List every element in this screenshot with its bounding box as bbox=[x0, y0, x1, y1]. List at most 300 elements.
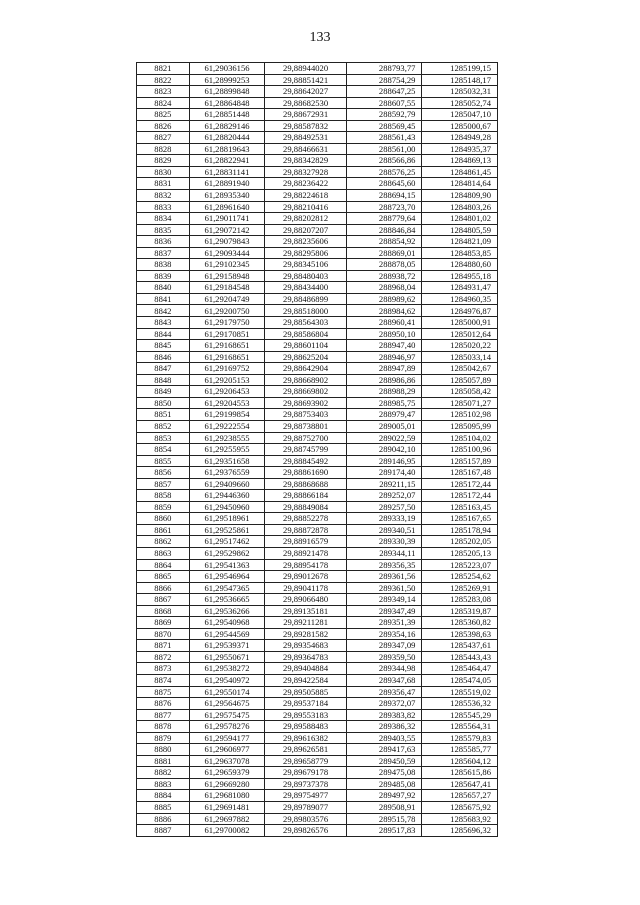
point-number-cell: 8848 bbox=[137, 374, 190, 386]
latitude-cell: 61,29536266 bbox=[189, 605, 265, 617]
x-coordinate-cell: 289349,14 bbox=[346, 594, 422, 606]
longitude-cell: 29,88852278 bbox=[265, 513, 347, 525]
longitude-cell: 29,89211281 bbox=[265, 617, 347, 629]
table-row bbox=[137, 409, 498, 421]
point-number-cell: 8882 bbox=[137, 767, 190, 779]
table-row bbox=[137, 259, 498, 271]
point-number-cell: 8849 bbox=[137, 386, 190, 398]
longitude-cell: 29,88295806 bbox=[265, 247, 347, 259]
longitude-cell: 29,88745799 bbox=[265, 444, 347, 456]
longitude-cell: 29,88236422 bbox=[265, 178, 347, 190]
x-coordinate-cell: 289174,40 bbox=[346, 467, 422, 479]
x-coordinate-cell: 288647,25 bbox=[346, 86, 422, 98]
longitude-cell: 29,88586804 bbox=[265, 328, 347, 340]
y-coordinate-cell: 1285579,83 bbox=[422, 732, 498, 744]
y-coordinate-cell: 1284869,13 bbox=[422, 155, 498, 167]
y-coordinate-cell: 1284801,02 bbox=[422, 213, 498, 225]
y-coordinate-cell: 1285178,94 bbox=[422, 524, 498, 536]
point-number-cell: 8878 bbox=[137, 721, 190, 733]
y-coordinate-cell: 1285163,45 bbox=[422, 501, 498, 513]
longitude-cell: 29,88669802 bbox=[265, 386, 347, 398]
table-row bbox=[137, 374, 498, 386]
y-coordinate-cell: 1284814,64 bbox=[422, 178, 498, 190]
longitude-cell: 29,88210416 bbox=[265, 201, 347, 213]
y-coordinate-cell: 1285647,41 bbox=[422, 778, 498, 790]
y-coordinate-cell: 1285100,96 bbox=[422, 444, 498, 456]
longitude-cell: 29,88642027 bbox=[265, 86, 347, 98]
latitude-cell: 61,29169752 bbox=[189, 363, 265, 375]
x-coordinate-cell: 288946,97 bbox=[346, 351, 422, 363]
table-row bbox=[137, 721, 498, 733]
point-number-cell: 8841 bbox=[137, 293, 190, 305]
table-row bbox=[137, 247, 498, 259]
longitude-cell: 29,89803576 bbox=[265, 813, 347, 825]
point-number-cell: 8829 bbox=[137, 155, 190, 167]
longitude-cell: 29,89616382 bbox=[265, 732, 347, 744]
latitude-cell: 61,29200750 bbox=[189, 305, 265, 317]
latitude-cell: 61,29575475 bbox=[189, 709, 265, 721]
table-row bbox=[137, 709, 498, 721]
x-coordinate-cell: 289333,19 bbox=[346, 513, 422, 525]
x-coordinate-cell: 288779,64 bbox=[346, 213, 422, 225]
point-number-cell: 8870 bbox=[137, 628, 190, 640]
longitude-cell: 29,89789077 bbox=[265, 802, 347, 814]
table-row bbox=[137, 420, 498, 432]
point-number-cell: 8877 bbox=[137, 709, 190, 721]
latitude-cell: 61,29637078 bbox=[189, 755, 265, 767]
point-number-cell: 8871 bbox=[137, 640, 190, 652]
y-coordinate-cell: 1285172,44 bbox=[422, 478, 498, 490]
x-coordinate-cell: 289361,50 bbox=[346, 582, 422, 594]
x-coordinate-cell: 288979,47 bbox=[346, 409, 422, 421]
point-number-cell: 8821 bbox=[137, 63, 190, 75]
table-row bbox=[137, 501, 498, 513]
y-coordinate-cell: 1285058,42 bbox=[422, 386, 498, 398]
y-coordinate-cell: 1284880,60 bbox=[422, 259, 498, 271]
point-number-cell: 8869 bbox=[137, 617, 190, 629]
table-row bbox=[137, 328, 498, 340]
latitude-cell: 61,28829146 bbox=[189, 120, 265, 132]
point-number-cell: 8862 bbox=[137, 536, 190, 548]
y-coordinate-cell: 1285047,10 bbox=[422, 109, 498, 121]
latitude-cell: 61,29697882 bbox=[189, 813, 265, 825]
longitude-cell: 29,88921478 bbox=[265, 547, 347, 559]
table-row bbox=[137, 340, 498, 352]
latitude-cell: 61,29199854 bbox=[189, 409, 265, 421]
y-coordinate-cell: 1285564,31 bbox=[422, 721, 498, 733]
table-row bbox=[137, 86, 498, 98]
point-number-cell: 8846 bbox=[137, 351, 190, 363]
table-row bbox=[137, 63, 498, 75]
table-row bbox=[137, 120, 498, 132]
table-row bbox=[137, 282, 498, 294]
x-coordinate-cell: 288947,40 bbox=[346, 340, 422, 352]
table-row bbox=[137, 201, 498, 213]
y-coordinate-cell: 1285536,32 bbox=[422, 698, 498, 710]
y-coordinate-cell: 1285104,02 bbox=[422, 432, 498, 444]
longitude-cell: 29,89537184 bbox=[265, 698, 347, 710]
longitude-cell: 29,89826576 bbox=[265, 825, 347, 837]
x-coordinate-cell: 288607,55 bbox=[346, 97, 422, 109]
x-coordinate-cell: 289257,50 bbox=[346, 501, 422, 513]
longitude-cell: 29,89588483 bbox=[265, 721, 347, 733]
point-number-cell: 8876 bbox=[137, 698, 190, 710]
y-coordinate-cell: 1284976,87 bbox=[422, 305, 498, 317]
x-coordinate-cell: 289359,50 bbox=[346, 651, 422, 663]
point-number-cell: 8845 bbox=[137, 340, 190, 352]
y-coordinate-cell: 1284861,45 bbox=[422, 166, 498, 178]
y-coordinate-cell: 1284955,18 bbox=[422, 270, 498, 282]
latitude-cell: 61,29204553 bbox=[189, 397, 265, 409]
table-row bbox=[137, 767, 498, 779]
table-row bbox=[137, 605, 498, 617]
longitude-cell: 29,89679178 bbox=[265, 767, 347, 779]
longitude-cell: 29,89281582 bbox=[265, 628, 347, 640]
point-number-cell: 8827 bbox=[137, 132, 190, 144]
point-number-cell: 8866 bbox=[137, 582, 190, 594]
table-row bbox=[137, 732, 498, 744]
point-number-cell: 8860 bbox=[137, 513, 190, 525]
table-row bbox=[137, 617, 498, 629]
longitude-cell: 29,88672931 bbox=[265, 109, 347, 121]
x-coordinate-cell: 289146,95 bbox=[346, 455, 422, 467]
table-row bbox=[137, 744, 498, 756]
longitude-cell: 29,89737378 bbox=[265, 778, 347, 790]
y-coordinate-cell: 1285319,87 bbox=[422, 605, 498, 617]
x-coordinate-cell: 289356,35 bbox=[346, 559, 422, 571]
table-row bbox=[137, 270, 498, 282]
longitude-cell: 29,88642904 bbox=[265, 363, 347, 375]
x-coordinate-cell: 289497,92 bbox=[346, 790, 422, 802]
table-row bbox=[137, 755, 498, 767]
table-row bbox=[137, 651, 498, 663]
table-row bbox=[137, 536, 498, 548]
x-coordinate-cell: 288947,89 bbox=[346, 363, 422, 375]
x-coordinate-cell: 289485,08 bbox=[346, 778, 422, 790]
table-row bbox=[137, 778, 498, 790]
longitude-cell: 29,88752700 bbox=[265, 432, 347, 444]
longitude-cell: 29,88851421 bbox=[265, 74, 347, 86]
table-row bbox=[137, 293, 498, 305]
x-coordinate-cell: 288869,01 bbox=[346, 247, 422, 259]
x-coordinate-cell: 289515,78 bbox=[346, 813, 422, 825]
latitude-cell: 61,29540968 bbox=[189, 617, 265, 629]
page-number: 133 bbox=[309, 30, 331, 45]
latitude-cell: 61,29072142 bbox=[189, 224, 265, 236]
latitude-cell: 61,29255955 bbox=[189, 444, 265, 456]
y-coordinate-cell: 1285437,61 bbox=[422, 640, 498, 652]
latitude-cell: 61,29450960 bbox=[189, 501, 265, 513]
point-number-cell: 8864 bbox=[137, 559, 190, 571]
latitude-cell: 61,28851448 bbox=[189, 109, 265, 121]
y-coordinate-cell: 1285000,67 bbox=[422, 120, 498, 132]
x-coordinate-cell: 288754,29 bbox=[346, 74, 422, 86]
point-number-cell: 8872 bbox=[137, 651, 190, 663]
y-coordinate-cell: 1285012,64 bbox=[422, 328, 498, 340]
y-coordinate-cell: 1285020,22 bbox=[422, 340, 498, 352]
latitude-cell: 61,28999253 bbox=[189, 74, 265, 86]
x-coordinate-cell: 288561,00 bbox=[346, 143, 422, 155]
table-row bbox=[137, 74, 498, 86]
latitude-cell: 61,29681080 bbox=[189, 790, 265, 802]
latitude-cell: 61,29238555 bbox=[189, 432, 265, 444]
table-row bbox=[137, 467, 498, 479]
latitude-cell: 61,29546964 bbox=[189, 571, 265, 583]
table-row bbox=[137, 490, 498, 502]
latitude-cell: 61,29168651 bbox=[189, 340, 265, 352]
longitude-cell: 29,88868688 bbox=[265, 478, 347, 490]
longitude-cell: 29,88587832 bbox=[265, 120, 347, 132]
y-coordinate-cell: 1285223,07 bbox=[422, 559, 498, 571]
point-number-cell: 8883 bbox=[137, 778, 190, 790]
point-number-cell: 8826 bbox=[137, 120, 190, 132]
point-number-cell: 8887 bbox=[137, 825, 190, 837]
point-number-cell: 8844 bbox=[137, 328, 190, 340]
y-coordinate-cell: 1284935,37 bbox=[422, 143, 498, 155]
point-number-cell: 8828 bbox=[137, 143, 190, 155]
y-coordinate-cell: 1285657,27 bbox=[422, 790, 498, 802]
x-coordinate-cell: 289450,59 bbox=[346, 755, 422, 767]
y-coordinate-cell: 1285032,31 bbox=[422, 86, 498, 98]
y-coordinate-cell: 1285202,05 bbox=[422, 536, 498, 548]
y-coordinate-cell: 1285360,82 bbox=[422, 617, 498, 629]
point-number-cell: 8824 bbox=[137, 97, 190, 109]
x-coordinate-cell: 288854,92 bbox=[346, 236, 422, 248]
y-coordinate-cell: 1285148,17 bbox=[422, 74, 498, 86]
y-coordinate-cell: 1284931,47 bbox=[422, 282, 498, 294]
latitude-cell: 61,29539371 bbox=[189, 640, 265, 652]
latitude-cell: 61,29409660 bbox=[189, 478, 265, 490]
longitude-cell: 29,89012678 bbox=[265, 571, 347, 583]
longitude-cell: 29,89658779 bbox=[265, 755, 347, 767]
x-coordinate-cell: 288968,04 bbox=[346, 282, 422, 294]
x-coordinate-cell: 289211,15 bbox=[346, 478, 422, 490]
point-number-cell: 8855 bbox=[137, 455, 190, 467]
table-row bbox=[137, 97, 498, 109]
point-number-cell: 8836 bbox=[137, 236, 190, 248]
longitude-cell: 29,89754977 bbox=[265, 790, 347, 802]
table-row bbox=[137, 213, 498, 225]
longitude-cell: 29,88202812 bbox=[265, 213, 347, 225]
table-row bbox=[137, 351, 498, 363]
latitude-cell: 61,29578276 bbox=[189, 721, 265, 733]
latitude-cell: 61,29093444 bbox=[189, 247, 265, 259]
y-coordinate-cell: 1284809,90 bbox=[422, 190, 498, 202]
y-coordinate-cell: 1285095,99 bbox=[422, 420, 498, 432]
longitude-cell: 29,89135181 bbox=[265, 605, 347, 617]
latitude-cell: 61,29351658 bbox=[189, 455, 265, 467]
x-coordinate-cell: 288986,86 bbox=[346, 374, 422, 386]
longitude-cell: 29,88916579 bbox=[265, 536, 347, 548]
longitude-cell: 29,88486899 bbox=[265, 293, 347, 305]
y-coordinate-cell: 1285071,27 bbox=[422, 397, 498, 409]
table-row bbox=[137, 317, 498, 329]
x-coordinate-cell: 288989,62 bbox=[346, 293, 422, 305]
point-number-cell: 8880 bbox=[137, 744, 190, 756]
point-number-cell: 8832 bbox=[137, 190, 190, 202]
y-coordinate-cell: 1285052,74 bbox=[422, 97, 498, 109]
latitude-cell: 61,29517462 bbox=[189, 536, 265, 548]
latitude-cell: 61,29205153 bbox=[189, 374, 265, 386]
y-coordinate-cell: 1285205,13 bbox=[422, 547, 498, 559]
x-coordinate-cell: 288569,45 bbox=[346, 120, 422, 132]
table-row bbox=[137, 513, 498, 525]
table-row bbox=[137, 686, 498, 698]
table-row bbox=[137, 236, 498, 248]
x-coordinate-cell: 288878,05 bbox=[346, 259, 422, 271]
point-number-cell: 8884 bbox=[137, 790, 190, 802]
x-coordinate-cell: 289347,68 bbox=[346, 674, 422, 686]
table-row bbox=[137, 363, 498, 375]
longitude-cell: 29,88693902 bbox=[265, 397, 347, 409]
y-coordinate-cell: 1285519,02 bbox=[422, 686, 498, 698]
point-number-cell: 8847 bbox=[137, 363, 190, 375]
x-coordinate-cell: 289042,10 bbox=[346, 444, 422, 456]
table-row bbox=[137, 571, 498, 583]
latitude-cell: 61,29550671 bbox=[189, 651, 265, 663]
latitude-cell: 61,29102345 bbox=[189, 259, 265, 271]
latitude-cell: 61,29700082 bbox=[189, 825, 265, 837]
latitude-cell: 61,29011741 bbox=[189, 213, 265, 225]
point-number-cell: 8834 bbox=[137, 213, 190, 225]
point-number-cell: 8859 bbox=[137, 501, 190, 513]
table-body bbox=[137, 63, 498, 837]
latitude-cell: 61,29168651 bbox=[189, 351, 265, 363]
table-row bbox=[137, 582, 498, 594]
x-coordinate-cell: 289347,49 bbox=[346, 605, 422, 617]
table-row bbox=[137, 305, 498, 317]
longitude-cell: 29,88601104 bbox=[265, 340, 347, 352]
x-coordinate-cell: 289344,11 bbox=[346, 547, 422, 559]
latitude-cell: 61,29170851 bbox=[189, 328, 265, 340]
point-number-cell: 8854 bbox=[137, 444, 190, 456]
point-number-cell: 8840 bbox=[137, 282, 190, 294]
y-coordinate-cell: 1285474,05 bbox=[422, 674, 498, 686]
x-coordinate-cell: 288950,10 bbox=[346, 328, 422, 340]
x-coordinate-cell: 288960,41 bbox=[346, 317, 422, 329]
table-row bbox=[137, 143, 498, 155]
latitude-cell: 61,29544569 bbox=[189, 628, 265, 640]
y-coordinate-cell: 1285675,92 bbox=[422, 802, 498, 814]
longitude-cell: 29,89422584 bbox=[265, 674, 347, 686]
longitude-cell: 29,89066480 bbox=[265, 594, 347, 606]
longitude-cell: 29,88466631 bbox=[265, 143, 347, 155]
y-coordinate-cell: 1285398,63 bbox=[422, 628, 498, 640]
table-row bbox=[137, 166, 498, 178]
x-coordinate-cell: 288984,62 bbox=[346, 305, 422, 317]
latitude-cell: 61,29529862 bbox=[189, 547, 265, 559]
latitude-cell: 61,29541363 bbox=[189, 559, 265, 571]
table-row bbox=[137, 155, 498, 167]
longitude-cell: 29,88480403 bbox=[265, 270, 347, 282]
table-row bbox=[137, 478, 498, 490]
x-coordinate-cell: 289403,55 bbox=[346, 732, 422, 744]
latitude-cell: 61,28822941 bbox=[189, 155, 265, 167]
x-coordinate-cell: 288938,72 bbox=[346, 270, 422, 282]
point-number-cell: 8867 bbox=[137, 594, 190, 606]
table-row bbox=[137, 524, 498, 536]
latitude-cell: 61,29206453 bbox=[189, 386, 265, 398]
x-coordinate-cell: 288723,70 bbox=[346, 201, 422, 213]
point-number-cell: 8835 bbox=[137, 224, 190, 236]
table-row bbox=[137, 663, 498, 675]
longitude-cell: 29,88492531 bbox=[265, 132, 347, 144]
point-number-cell: 8852 bbox=[137, 420, 190, 432]
point-number-cell: 8875 bbox=[137, 686, 190, 698]
x-coordinate-cell: 289417,63 bbox=[346, 744, 422, 756]
x-coordinate-cell: 288576,25 bbox=[346, 166, 422, 178]
x-coordinate-cell: 288694,15 bbox=[346, 190, 422, 202]
table-row bbox=[137, 432, 498, 444]
latitude-cell: 61,29376559 bbox=[189, 467, 265, 479]
y-coordinate-cell: 1285254,62 bbox=[422, 571, 498, 583]
longitude-cell: 29,89505885 bbox=[265, 686, 347, 698]
y-coordinate-cell: 1285464,47 bbox=[422, 663, 498, 675]
latitude-cell: 61,29036156 bbox=[189, 63, 265, 75]
point-number-cell: 8853 bbox=[137, 432, 190, 444]
y-coordinate-cell: 1285269,91 bbox=[422, 582, 498, 594]
point-number-cell: 8837 bbox=[137, 247, 190, 259]
point-number-cell: 8851 bbox=[137, 409, 190, 421]
y-coordinate-cell: 1285167,65 bbox=[422, 513, 498, 525]
latitude-cell: 61,29606977 bbox=[189, 744, 265, 756]
point-number-cell: 8865 bbox=[137, 571, 190, 583]
table-row bbox=[137, 813, 498, 825]
longitude-cell: 29,88738801 bbox=[265, 420, 347, 432]
latitude-cell: 61,28961640 bbox=[189, 201, 265, 213]
latitude-cell: 61,28831141 bbox=[189, 166, 265, 178]
table-row bbox=[137, 547, 498, 559]
longitude-cell: 29,88944020 bbox=[265, 63, 347, 75]
y-coordinate-cell: 1285604,12 bbox=[422, 755, 498, 767]
x-coordinate-cell: 289475,08 bbox=[346, 767, 422, 779]
x-coordinate-cell: 289252,07 bbox=[346, 490, 422, 502]
table-row bbox=[137, 594, 498, 606]
latitude-cell: 61,29691481 bbox=[189, 802, 265, 814]
x-coordinate-cell: 289005,01 bbox=[346, 420, 422, 432]
table-row bbox=[137, 132, 498, 144]
latitude-cell: 61,29659379 bbox=[189, 767, 265, 779]
table-row bbox=[137, 628, 498, 640]
x-coordinate-cell: 289356,47 bbox=[346, 686, 422, 698]
longitude-cell: 29,89354683 bbox=[265, 640, 347, 652]
point-number-cell: 8830 bbox=[137, 166, 190, 178]
y-coordinate-cell: 1285033,14 bbox=[422, 351, 498, 363]
x-coordinate-cell: 289383,82 bbox=[346, 709, 422, 721]
table-row bbox=[137, 455, 498, 467]
latitude-cell: 61,28899848 bbox=[189, 86, 265, 98]
x-coordinate-cell: 289517,83 bbox=[346, 825, 422, 837]
table-row bbox=[137, 698, 498, 710]
point-number-cell: 8842 bbox=[137, 305, 190, 317]
table-row bbox=[137, 224, 498, 236]
longitude-cell: 29,88518000 bbox=[265, 305, 347, 317]
table-row bbox=[137, 825, 498, 837]
latitude-cell: 61,29204749 bbox=[189, 293, 265, 305]
y-coordinate-cell: 1285696,32 bbox=[422, 825, 498, 837]
longitude-cell: 29,88872878 bbox=[265, 524, 347, 536]
point-number-cell: 8839 bbox=[137, 270, 190, 282]
latitude-cell: 61,28820444 bbox=[189, 132, 265, 144]
point-number-cell: 8874 bbox=[137, 674, 190, 686]
x-coordinate-cell: 289354,16 bbox=[346, 628, 422, 640]
latitude-cell: 61,29184548 bbox=[189, 282, 265, 294]
y-coordinate-cell: 1285199,15 bbox=[422, 63, 498, 75]
point-number-cell: 8825 bbox=[137, 109, 190, 121]
latitude-cell: 61,29540972 bbox=[189, 674, 265, 686]
x-coordinate-cell: 289347,09 bbox=[346, 640, 422, 652]
longitude-cell: 29,89553183 bbox=[265, 709, 347, 721]
